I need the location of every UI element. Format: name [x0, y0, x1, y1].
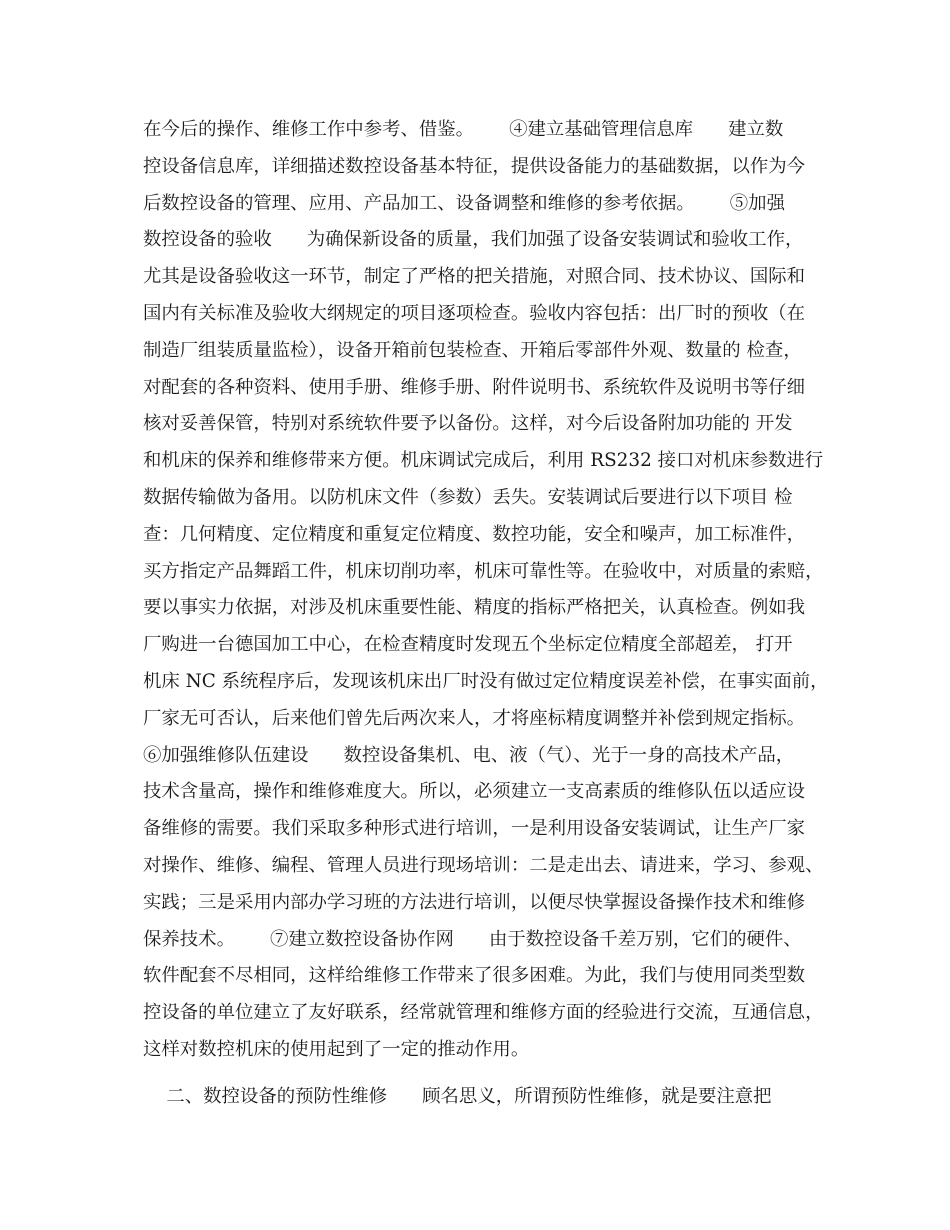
text-line: 查：几何精度、定位精度和重复定位精度、数控功能，安全和噪声，加工标准件， — [143, 523, 806, 545]
text-line: 技术含量高，操作和维修难度大。所以，必须建立一支高素质的维修队伍以适应设 — [143, 781, 806, 803]
text-line: 数控设备的验收 为确保新设备的质量，我们加强了设备安装调试和验收工作， — [143, 229, 804, 251]
text-line: 实践；三是采用内部办学习班的方法进行培训，以便尽快掌握设备操作技术和维修 — [143, 891, 806, 913]
text-line: 后数控设备的管理、应用、产品加工、设备调整和维修的参考依据。 ⑤加强 — [143, 192, 785, 214]
paragraph-gap — [143, 1069, 815, 1079]
text-line: 制造厂组装质量监检），设备开箱前包装检查、开箱后零部件外观、数量的 检查， — [143, 339, 802, 361]
section-heading-line: 二、数控设备的预防性维修 顾名思义，所谓预防性维修，就是要注意把 — [143, 1085, 772, 1107]
text-line: 对操作、维修、编程、管理人员进行现场培训：二是走出去、请进来，学习、参观、 — [143, 854, 824, 876]
text-line: 核对妥善保管，特别对系统软件要予以备份。这样，对今后设备附加功能的 开发 — [143, 413, 793, 435]
text-line: 这样对数控机床的使用起到了一定的推动作用。 — [143, 1038, 530, 1060]
text-line: 备维修的需要。我们采取多种形式进行培训，一是利用设备安装调试，让生产厂家 — [143, 818, 806, 840]
text-line: 厂购进一台德国加工中心，在检查精度时发现五个坐标定位精度全部超差， 打开 — [143, 634, 793, 656]
text-line: 机床 NC 系统程序后，发现该机床出厂时没有做过定位精度误差补偿，在事实面前， — [143, 670, 829, 692]
text-line: 要以事实力依据，对涉及机床重要性能、精度的指标严格把关，认真检查。例如我 — [143, 597, 806, 619]
text-line: 在今后的操作、维修工作中参考、借鉴。 ④建立基础管理信息库 建立数 — [143, 119, 784, 140]
text-line: 对配套的各种资料、使用手册、维修手册、附件说明书、系统软件及说明书等仔细 — [143, 376, 806, 398]
text-line: 尤其是设备验收这一环节，制定了严格的把关措施，对照合同、技术协议、国际和 — [143, 266, 806, 288]
text-line: 和机床的保养和维修带来方便。机床调试完成后，利用 RS232 接口对机床参数进行 — [143, 450, 824, 472]
text-line: 国内有关标准及验收大纲规定的项目逐项检查。验收内容包括：出厂时的预收（在 — [143, 302, 806, 324]
document-body — [143, 112, 829, 1116]
text-line: 控设备信息库，详细描述数控设备基本特征，提供设备能力的基础数据，以作为今 — [143, 155, 806, 177]
text-line: 保养技术。 ⑦建立数控设备协作网 由于数控设备千差万别，它们的硬件、 — [143, 928, 802, 950]
text-line: 数据传输做为备用。以防机床文件（参数）丢失。安装调试后要进行以下项目 检 — [143, 486, 793, 508]
text-line: 厂家无可否认，后来他们曾先后两次来人，才将座标精度调整并补偿到规定指标。 — [143, 707, 806, 729]
text-line: ⑥加强维修队伍建设 数控设备集机、电、液（气）、光于一身的高技术产品， — [143, 744, 795, 766]
text-line: 软件配套不尽相同，这样给维修工作带来了很多困难。为此，我们与使用同类型数 — [143, 965, 806, 987]
text-line: 买方指定产品舞蹈工件，机床切削功率，机床可靠性等。在验收中，对质量的索赔， — [143, 560, 824, 582]
text-line: 控设备的单位建立了友好联系，经常就管理和维修方面的经验进行交流，互通信息， — [143, 1002, 824, 1024]
